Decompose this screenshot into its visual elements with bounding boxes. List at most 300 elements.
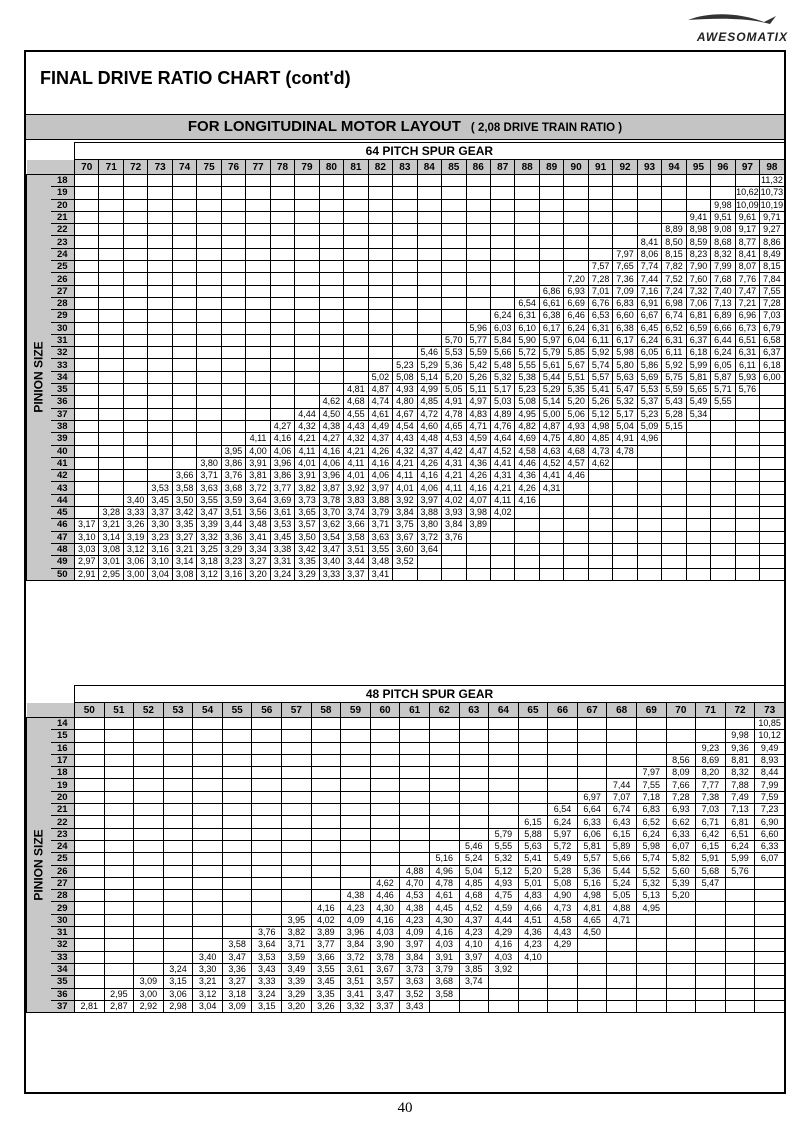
- empty-cell: [295, 211, 319, 223]
- ratio-cell: 8,07: [735, 261, 759, 273]
- ratio-cell: 3,45: [270, 531, 294, 543]
- ratio-cell: 3,96: [341, 927, 371, 939]
- ratio-cell: 5,05: [607, 890, 637, 902]
- empty-cell: [99, 211, 123, 223]
- ratio-cell: 3,52: [400, 988, 430, 1000]
- empty-cell: [393, 347, 417, 359]
- empty-cell: [442, 211, 466, 223]
- ratio-cell: 3,47: [370, 988, 400, 1000]
- pinion-cell: 49: [51, 556, 75, 568]
- ratio-cell: 3,73: [295, 494, 319, 506]
- ratio-cell: 8,68: [711, 236, 735, 248]
- empty-cell: [588, 531, 612, 543]
- ratio-cell: 8,56: [666, 754, 696, 766]
- empty-cell: [172, 310, 196, 322]
- ratio-cell: 3,92: [393, 494, 417, 506]
- empty-cell: [193, 840, 223, 852]
- empty-cell: [197, 359, 221, 371]
- empty-cell: [246, 396, 270, 408]
- empty-cell: [282, 890, 312, 902]
- ratio-cell: 5,03: [490, 396, 514, 408]
- ratio-cell: 4,54: [393, 420, 417, 432]
- ratio-cell: 6,90: [755, 816, 785, 828]
- ratio-cell: 3,36: [222, 963, 252, 975]
- empty-cell: [246, 248, 270, 260]
- empty-cell: [755, 939, 785, 951]
- empty-cell: [123, 384, 147, 396]
- ratio-cell: 3,40: [319, 556, 343, 568]
- ratio-cell: 4,27: [270, 420, 294, 432]
- empty-cell: [564, 519, 588, 531]
- ratio-cell: 4,16: [429, 927, 459, 939]
- empty-cell: [134, 963, 164, 975]
- ratio-cell: 4,16: [466, 482, 490, 494]
- page-number: 40: [397, 1100, 413, 1116]
- ratio-cell: 3,15: [163, 976, 193, 988]
- empty-cell: [735, 175, 759, 187]
- empty-cell: [252, 779, 282, 791]
- ratio-cell: 9,23: [696, 742, 726, 754]
- ratio-cell: 7,74: [637, 261, 661, 273]
- ratio-cell: 3,00: [134, 988, 164, 1000]
- empty-cell: [104, 853, 134, 865]
- empty-cell: [489, 754, 519, 766]
- empty-cell: [75, 445, 99, 457]
- empty-cell: [515, 187, 539, 199]
- empty-cell: [662, 531, 686, 543]
- pinion-cell: 20: [51, 791, 75, 803]
- empty-cell: [75, 420, 99, 432]
- ratio-cell: 5,17: [490, 384, 514, 396]
- ratio-cell: 6,31: [515, 310, 539, 322]
- table-row: [27, 482, 785, 494]
- ratio-cell: 3,57: [370, 976, 400, 988]
- ratio-cell: 4,21: [490, 482, 514, 494]
- empty-cell: [104, 767, 134, 779]
- empty-cell: [344, 261, 368, 273]
- empty-cell: [490, 211, 514, 223]
- empty-cell: [548, 976, 578, 988]
- ratio-cell: 3,35: [311, 988, 341, 1000]
- empty-cell: [134, 853, 164, 865]
- empty-cell: [221, 359, 245, 371]
- empty-cell: [197, 371, 221, 383]
- ratio-cell: 6,31: [662, 334, 686, 346]
- ratio-cell: 4,97: [466, 396, 490, 408]
- empty-cell: [123, 297, 147, 309]
- empty-cell: [123, 285, 147, 297]
- table-row: [27, 865, 785, 877]
- ratio-cell: 3,17: [75, 519, 99, 531]
- ratio-cell: 3,67: [370, 963, 400, 975]
- empty-cell: [686, 519, 710, 531]
- ratio-cell: 4,64: [490, 433, 514, 445]
- ratio-cell: 4,82: [515, 420, 539, 432]
- empty-cell: [466, 556, 490, 568]
- header-corner: [27, 160, 75, 175]
- ratio-cell: 5,05: [442, 384, 466, 396]
- empty-cell: [711, 445, 735, 457]
- empty-cell: [123, 371, 147, 383]
- empty-cell: [368, 359, 392, 371]
- empty-cell: [163, 779, 193, 791]
- empty-cell: [760, 445, 785, 457]
- ratio-cell: 3,58: [222, 939, 252, 951]
- pinion-cell: 21: [51, 211, 75, 223]
- ratio-cell: 4,65: [577, 914, 607, 926]
- ratio-cell: 4,90: [548, 890, 578, 902]
- empty-cell: [515, 199, 539, 211]
- ratio-cell: 3,35: [295, 556, 319, 568]
- ratio-cell: 4,53: [442, 433, 466, 445]
- empty-cell: [755, 1000, 785, 1012]
- empty-cell: [252, 742, 282, 754]
- empty-cell: [515, 175, 539, 187]
- ratio-cell: 4,98: [577, 890, 607, 902]
- empty-cell: [341, 730, 371, 742]
- empty-cell: [75, 236, 99, 248]
- ratio-cell: 3,76: [252, 927, 282, 939]
- empty-cell: [515, 285, 539, 297]
- empty-cell: [370, 767, 400, 779]
- empty-cell: [252, 902, 282, 914]
- empty-cell: [442, 199, 466, 211]
- empty-cell: [197, 347, 221, 359]
- ratio-cell: 5,32: [613, 396, 637, 408]
- empty-cell: [123, 236, 147, 248]
- ratio-cell: 9,61: [735, 211, 759, 223]
- ratio-cell: 5,75: [662, 371, 686, 383]
- empty-cell: [134, 767, 164, 779]
- ratio-cell: 4,83: [466, 408, 490, 420]
- column-header: 96: [711, 160, 735, 175]
- empty-cell: [417, 261, 441, 273]
- empty-cell: [760, 556, 785, 568]
- empty-cell: [222, 914, 252, 926]
- ratio-cell: 3,42: [172, 507, 196, 519]
- ratio-cell: 8,86: [760, 236, 785, 248]
- ratio-cell: 8,49: [760, 248, 785, 260]
- empty-cell: [75, 988, 105, 1000]
- table-title: 48 PITCH SPUR GEAR: [75, 686, 785, 703]
- ratio-cell: 4,73: [588, 445, 612, 457]
- empty-cell: [564, 261, 588, 273]
- ratio-cell: 4,68: [564, 445, 588, 457]
- ratio-cell: 6,44: [711, 334, 735, 346]
- ratio-cell: 3,04: [193, 1000, 223, 1012]
- empty-cell: [429, 730, 459, 742]
- empty-cell: [252, 791, 282, 803]
- ratio-cell: 4,43: [393, 433, 417, 445]
- empty-cell: [75, 816, 105, 828]
- ratio-cell: 4,11: [246, 433, 270, 445]
- empty-cell: [588, 519, 612, 531]
- empty-cell: [134, 754, 164, 766]
- empty-cell: [490, 568, 514, 580]
- ratio-cell: 6,24: [637, 334, 661, 346]
- empty-cell: [686, 457, 710, 469]
- empty-cell: [344, 285, 368, 297]
- empty-cell: [429, 804, 459, 816]
- ratio-cell: 7,88: [725, 779, 755, 791]
- ratio-cell: 3,41: [246, 531, 270, 543]
- empty-cell: [104, 791, 134, 803]
- empty-cell: [755, 914, 785, 926]
- empty-cell: [252, 853, 282, 865]
- empty-cell: [417, 187, 441, 199]
- ratio-cell: 3,89: [311, 927, 341, 939]
- table-row: [27, 754, 785, 766]
- ratio-cell: 4,45: [429, 902, 459, 914]
- pinion-cell: 30: [51, 322, 75, 334]
- empty-cell: [134, 730, 164, 742]
- empty-cell: [548, 730, 578, 742]
- empty-cell: [172, 199, 196, 211]
- empty-cell: [539, 187, 563, 199]
- empty-cell: [548, 718, 578, 730]
- empty-cell: [99, 199, 123, 211]
- empty-cell: [75, 730, 105, 742]
- ratio-cell: 4,52: [459, 902, 489, 914]
- empty-cell: [163, 951, 193, 963]
- ratio-cell: 3,92: [344, 482, 368, 494]
- column-header: 81: [344, 160, 368, 175]
- ratio-cell: 6,11: [588, 334, 612, 346]
- ratio-cell: 3,12: [197, 568, 221, 580]
- empty-cell: [75, 754, 105, 766]
- empty-cell: [539, 261, 563, 273]
- ratio-cell: 6,38: [613, 322, 637, 334]
- ratio-cell: 5,77: [466, 334, 490, 346]
- empty-cell: [686, 420, 710, 432]
- empty-cell: [417, 199, 441, 211]
- ratio-cell: 5,81: [686, 371, 710, 383]
- ratio-cell: 4,01: [344, 470, 368, 482]
- ratio-cell: 6,91: [637, 297, 661, 309]
- ratio-cell: 8,93: [755, 754, 785, 766]
- pinion-cell: 35: [51, 976, 75, 988]
- empty-cell: [221, 236, 245, 248]
- ratio-cell: 4,01: [393, 482, 417, 494]
- empty-cell: [459, 742, 489, 754]
- empty-cell: [368, 310, 392, 322]
- ratio-cell: 4,03: [489, 951, 519, 963]
- ratio-cell: 3,44: [221, 519, 245, 531]
- ratio-cell: 4,29: [489, 927, 519, 939]
- ratio-cell: 7,36: [613, 273, 637, 285]
- empty-cell: [548, 1000, 578, 1012]
- ratio-cell: 3,63: [400, 976, 430, 988]
- ratio-cell: 4,76: [490, 420, 514, 432]
- ratio-cell: 3,68: [221, 482, 245, 494]
- empty-cell: [696, 939, 726, 951]
- ratio-cell: 3,85: [459, 963, 489, 975]
- empty-cell: [607, 1000, 637, 1012]
- empty-cell: [172, 187, 196, 199]
- ratio-cell: 6,60: [755, 828, 785, 840]
- empty-cell: [368, 199, 392, 211]
- ratio-cell: 6,52: [662, 322, 686, 334]
- ratio-cell: 4,21: [442, 470, 466, 482]
- empty-cell: [489, 730, 519, 742]
- empty-cell: [607, 730, 637, 742]
- empty-cell: [123, 175, 147, 187]
- empty-cell: [282, 791, 312, 803]
- ratio-cell: 3,29: [295, 568, 319, 580]
- ratio-cell: 3,96: [270, 457, 294, 469]
- empty-cell: [221, 261, 245, 273]
- ratio-cell: 5,01: [518, 877, 548, 889]
- empty-cell: [662, 457, 686, 469]
- empty-cell: [270, 347, 294, 359]
- empty-cell: [295, 334, 319, 346]
- empty-cell: [613, 531, 637, 543]
- ratio-cell: 9,08: [711, 224, 735, 236]
- empty-cell: [613, 507, 637, 519]
- ratio-cell: 3,01: [99, 556, 123, 568]
- ratio-cell: 3,75: [393, 519, 417, 531]
- ratio-cell: 8,32: [711, 248, 735, 260]
- empty-cell: [123, 457, 147, 469]
- empty-cell: [577, 963, 607, 975]
- empty-cell: [197, 396, 221, 408]
- empty-cell: [490, 273, 514, 285]
- empty-cell: [148, 236, 172, 248]
- empty-cell: [735, 408, 759, 420]
- ratio-cell: 5,93: [735, 371, 759, 383]
- empty-cell: [295, 396, 319, 408]
- empty-cell: [104, 718, 134, 730]
- column-header: 95: [686, 160, 710, 175]
- ratio-cell: 4,85: [459, 877, 489, 889]
- empty-cell: [400, 779, 430, 791]
- ratio-cell: 6,73: [735, 322, 759, 334]
- empty-cell: [662, 494, 686, 506]
- empty-cell: [368, 334, 392, 346]
- ratio-cell: 5,47: [613, 384, 637, 396]
- empty-cell: [319, 236, 343, 248]
- empty-cell: [370, 730, 400, 742]
- empty-cell: [197, 408, 221, 420]
- empty-cell: [344, 297, 368, 309]
- empty-cell: [735, 494, 759, 506]
- empty-cell: [197, 445, 221, 457]
- ratio-table-64-pitch: [26, 142, 785, 581]
- pinion-cell: 23: [51, 828, 75, 840]
- ratio-cell: 4,10: [459, 939, 489, 951]
- empty-cell: [548, 754, 578, 766]
- empty-cell: [489, 816, 519, 828]
- ratio-cell: 5,28: [548, 865, 578, 877]
- ratio-cell: 3,91: [295, 470, 319, 482]
- ratio-cell: 3,50: [295, 531, 319, 543]
- empty-cell: [490, 285, 514, 297]
- column-header: 93: [637, 160, 661, 175]
- empty-cell: [370, 816, 400, 828]
- empty-cell: [311, 779, 341, 791]
- column-header: 85: [442, 160, 466, 175]
- empty-cell: [341, 865, 371, 877]
- empty-cell: [564, 248, 588, 260]
- empty-cell: [711, 519, 735, 531]
- ratio-cell: 5,29: [417, 359, 441, 371]
- column-header: 66: [548, 703, 578, 718]
- empty-cell: [696, 963, 726, 975]
- empty-cell: [104, 927, 134, 939]
- ratio-cell: 3,88: [417, 507, 441, 519]
- ratio-cell: 3,79: [368, 507, 392, 519]
- ratio-cell: 3,83: [344, 494, 368, 506]
- empty-cell: [393, 273, 417, 285]
- pinion-cell: 42: [51, 470, 75, 482]
- empty-cell: [760, 494, 785, 506]
- empty-cell: [417, 334, 441, 346]
- ratio-cell: 3,51: [341, 976, 371, 988]
- ratio-cell: 4,80: [393, 396, 417, 408]
- table-row: [27, 457, 785, 469]
- pinion-cell: 24: [51, 840, 75, 852]
- table-row: [27, 568, 785, 580]
- ratio-cell: 5,63: [518, 840, 548, 852]
- column-header: 97: [735, 160, 759, 175]
- empty-cell: [172, 211, 196, 223]
- empty-cell: [588, 568, 612, 580]
- pinion-cell: 14: [51, 718, 75, 730]
- ratio-cell: 5,24: [607, 877, 637, 889]
- empty-cell: [636, 754, 666, 766]
- ratio-cell: 5,46: [417, 347, 441, 359]
- ratio-cell: 3,00: [123, 568, 147, 580]
- ratio-cell: 5,14: [417, 371, 441, 383]
- empty-cell: [270, 236, 294, 248]
- empty-cell: [564, 543, 588, 555]
- ratio-cell: 3,95: [282, 914, 312, 926]
- empty-cell: [564, 175, 588, 187]
- empty-cell: [221, 175, 245, 187]
- ratio-cell: 6,81: [686, 310, 710, 322]
- empty-cell: [518, 779, 548, 791]
- ratio-cell: 3,18: [197, 556, 221, 568]
- column-header: 98: [760, 160, 785, 175]
- empty-cell: [75, 470, 99, 482]
- empty-cell: [662, 482, 686, 494]
- empty-cell: [577, 1000, 607, 1012]
- ratio-cell: 4,11: [442, 482, 466, 494]
- empty-cell: [134, 939, 164, 951]
- column-header: 73: [755, 703, 785, 718]
- ratio-cell: 3,84: [341, 939, 371, 951]
- ratio-cell: 5,68: [696, 865, 726, 877]
- empty-cell: [490, 199, 514, 211]
- table-row: [27, 840, 785, 852]
- ratio-cell: 5,06: [564, 408, 588, 420]
- ratio-cell: 3,43: [400, 1000, 430, 1012]
- empty-cell: [197, 211, 221, 223]
- ratio-cell: 5,66: [490, 347, 514, 359]
- ratio-cell: 4,62: [370, 877, 400, 889]
- empty-cell: [123, 322, 147, 334]
- empty-cell: [725, 951, 755, 963]
- ratio-cell: 3,58: [344, 531, 368, 543]
- empty-cell: [295, 322, 319, 334]
- pinion-cell: 31: [51, 334, 75, 346]
- empty-cell: [221, 322, 245, 334]
- ratio-cell: 5,08: [548, 877, 578, 889]
- empty-cell: [696, 988, 726, 1000]
- ratio-cell: 5,74: [636, 853, 666, 865]
- table-row: [27, 556, 785, 568]
- ratio-cell: 8,89: [662, 224, 686, 236]
